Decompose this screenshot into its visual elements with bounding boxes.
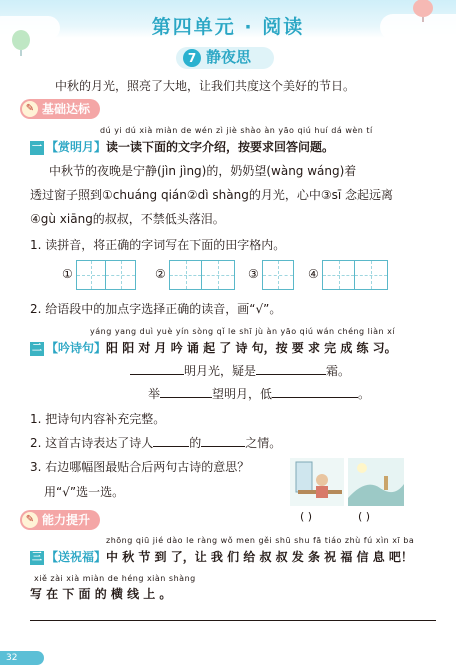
poem-text: 举: [148, 387, 161, 401]
tianzige-grid[interactable]: [169, 260, 235, 290]
pinyin-line: yáng yang duì yuè yín sòng qǐ le shī jù àn yāo qiú wán chéng liàn xí: [90, 327, 396, 336]
question-text: 读一读下面的文字介绍，按要求回答问题。: [106, 140, 335, 154]
section-label: 能力提升: [42, 513, 91, 527]
page-number: 32: [0, 651, 44, 665]
question-tag: 【赏明月】: [46, 140, 107, 154]
question-text: 阳 阳 对 月 吟 诵 起 了 诗 句，按 要 求 完 成 练 习。: [106, 341, 397, 355]
sub-question: 2. 给语段中的加点字选择正确的读音，画“√”。: [30, 302, 282, 316]
unit-title: 第四单元 · 阅读: [151, 16, 305, 38]
picture-option-b[interactable]: [348, 458, 404, 506]
answer-blank[interactable]: [153, 446, 189, 447]
grid-cell[interactable]: [354, 260, 388, 290]
answer-blank[interactable]: [201, 446, 245, 447]
poem-text: 望明月，低: [212, 387, 273, 401]
lesson-title: 静夜思: [206, 48, 252, 66]
answer-paren[interactable]: ( ): [300, 510, 313, 523]
poem-text: 明月光，疑是: [184, 364, 257, 378]
question-number: 三: [32, 551, 42, 563]
question-heading: [30, 548, 413, 565]
answer-paren[interactable]: ( ): [358, 510, 371, 523]
pinyin-line: zhōng qiū jié dào le ràng wǒ men gěi shū shu fā tiáo zhù fú xìn xī ba: [106, 536, 415, 545]
answer-blank[interactable]: [160, 397, 212, 398]
answer-line[interactable]: [30, 620, 436, 621]
paragraph-line: ④gù xiāng的叔叔，不禁低头落泪。: [30, 212, 225, 226]
answer-blank[interactable]: [130, 374, 184, 375]
question-heading: [30, 339, 397, 356]
section-label: 基础达标: [42, 102, 91, 116]
grid-cell[interactable]: [76, 260, 106, 290]
grid-label: ②: [155, 267, 166, 281]
intro-text: 中秋的月光，照亮了大地，让我们共度这个美好的节日。: [55, 79, 356, 93]
grid-cell[interactable]: [262, 260, 294, 290]
grid-label: ①: [62, 267, 73, 281]
grid-cell[interactable]: [201, 260, 235, 290]
pinyin-line: dú yi dú xià miàn de wén zì jiè shào àn yāo qiú huí dá wèn tí: [100, 126, 373, 135]
book-icon: ✎: [22, 101, 38, 117]
section-tag-advanced: [20, 510, 100, 530]
grid-label: ③: [248, 267, 259, 281]
question-text: 中 秋 节 到 了，让 我 们 给 叔 叔 发 条 祝 福 信 息 吧！: [106, 550, 413, 564]
sub-question: 3. 右边哪幅图最贴合后两句古诗的意思？: [30, 460, 250, 474]
question-tag: 【吟诗句】: [46, 341, 107, 355]
poem-line: [148, 385, 370, 402]
tianzige-grid[interactable]: [322, 260, 388, 290]
sub-question-text: 2. 这首古诗表达了诗人: [30, 436, 154, 450]
paragraph-line: 透过窗子照到①chuáng qián②dì shàng的月光，心中③sī 念起远离: [30, 188, 393, 202]
book-icon: ✎: [22, 512, 38, 528]
grid-cell[interactable]: [322, 260, 355, 290]
question-number: 二: [32, 342, 42, 354]
question-text-line2: 写 在 下 面 的 横 线 上 。: [30, 587, 172, 601]
sub-question: [30, 434, 281, 451]
answer-blank[interactable]: [272, 397, 358, 398]
sub-question-text: 之情。: [245, 436, 282, 450]
tianzige-grid[interactable]: [76, 260, 136, 290]
picture-option-a[interactable]: [290, 458, 344, 506]
sub-question: 1. 读拼音，将正确的字词写在下面的田字格内。: [30, 238, 286, 252]
question-heading: [30, 138, 334, 155]
poem-text: 霜。: [326, 364, 351, 378]
question-tag: 【送祝福】: [46, 550, 107, 564]
grid-label: ④: [308, 267, 319, 281]
sub-question-text: 的: [189, 436, 202, 450]
pinyin-line: xiě zài xià miàn de héng xiàn shàng: [34, 574, 196, 583]
poem-line: [130, 362, 350, 379]
grid-cell[interactable]: [105, 260, 136, 290]
question-number: 一: [32, 141, 42, 153]
grid-cell[interactable]: [169, 260, 202, 290]
tianzige-grid[interactable]: [262, 260, 294, 290]
section-tag-basic: [20, 99, 100, 119]
answer-blank[interactable]: [256, 374, 326, 375]
lesson-number: 7: [183, 49, 201, 67]
paragraph-line: 中秋节的夜晚是宁静(jìn jìng)的，奶奶望(wàng wáng)着: [49, 164, 357, 178]
sub-question: 1. 把诗句内容补充完整。: [30, 412, 166, 426]
sub-question: 用“√”选一选。: [44, 485, 125, 499]
poem-text: 。: [358, 387, 371, 401]
